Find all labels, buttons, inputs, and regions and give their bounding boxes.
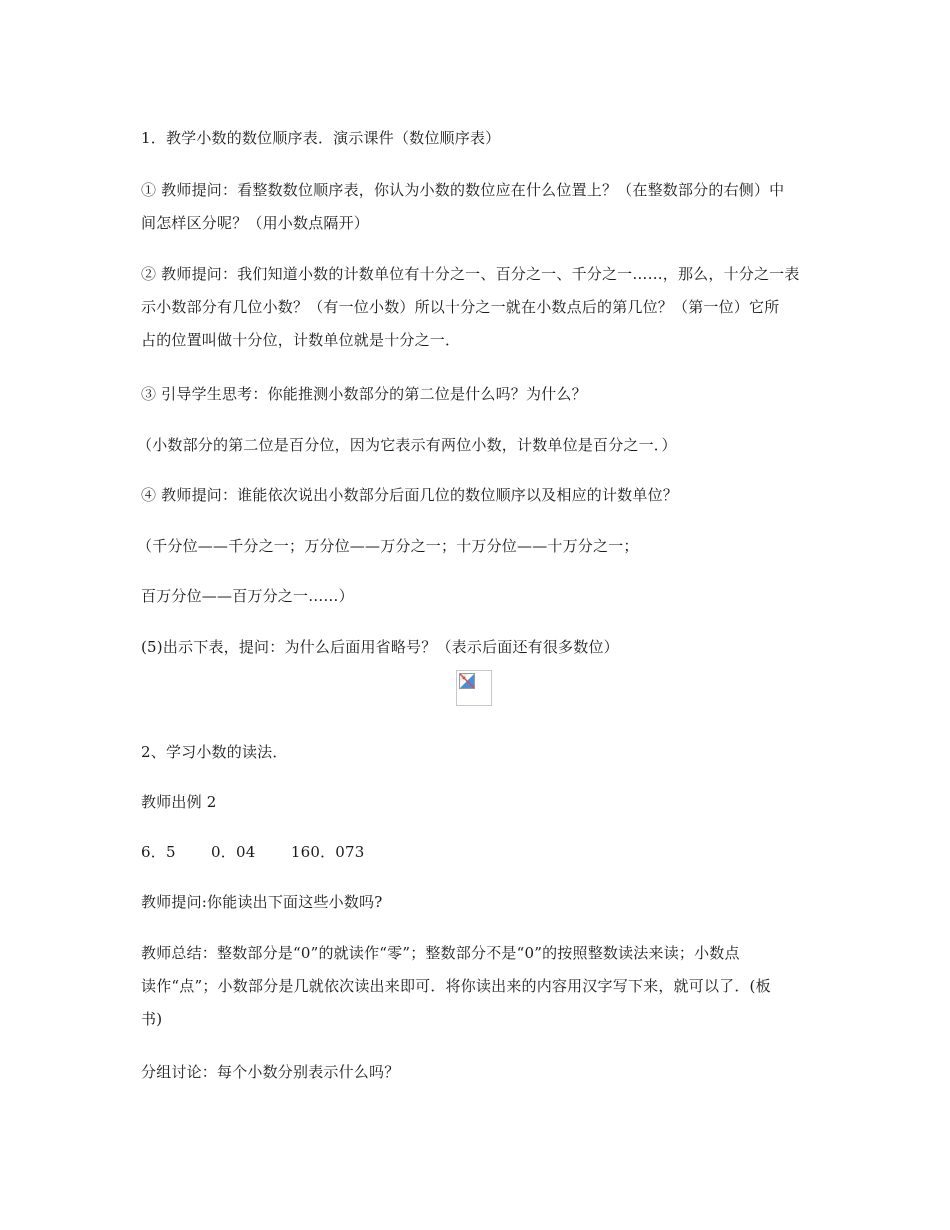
summary-line2: 读作“点”；小数部分是几就依次读出来即可．将你读出来的内容用汉字写下来，就可以了．(板 [141,977,771,995]
section1-heading: 1．教学小数的数位顺序表．演示课件（数位顺序表） [141,129,501,147]
item1-line2: 间怎样区分呢？（用小数点隔开） [141,214,370,232]
item3-paragraph: ③ 引导学生思考：你能推测小数部分的第二位是什么吗？为什么？ [141,385,587,403]
group-discussion: 分组讨论：每个小数分别表示什么吗？ [141,1063,400,1081]
item3-answer: （小数部分的第二位是百分位，因为它表示有两位小数，计数单位是百分之一．） [137,436,677,454]
example-numbers: 6．5 0．04 160．073 [141,843,365,861]
summary-paragraph [141,937,813,1036]
table-image-placeholder [456,670,492,706]
item5-paragraph: (5)出示下表，提问：为什么后面用省略号？（表示后面还有很多数位） [141,638,619,656]
item4-answer-line1: （千分位——千分之一；万分位——万分之一；十万分位——十万分之一； [137,537,639,555]
item2-paragraph [141,258,813,357]
item2-line3: 占的位置叫做十分位，计数单位就是十分之一． [141,331,461,349]
item4-answer-line2: 百万分位——百万分之一……） [141,587,354,605]
example-title: 教师出例 2 [141,793,217,811]
summary-line3: 书) [141,1010,163,1028]
item2-line2: 示小数部分有几位小数？（有一位小数）所以十分之一就在小数点后的第几位？（第一位）它所 [141,298,780,316]
item1-line1: ① 教师提问：看整数数位顺序表，你认为小数的数位应在什么位置上？（在整数部分的右侧）中 [141,181,785,199]
teacher-question: 教师提问:你能读出下面这些小数吗? [141,893,383,911]
item2-line1: ② 教师提问：我们知道小数的计数单位有十分之一、百分之一、千分之一……，那么，十分之一表 [141,265,800,283]
item1-paragraph [141,174,813,240]
section2-heading: 2、学习小数的读法． [141,743,288,761]
item4-paragraph: ④ 教师提问：谁能依次说出小数部分后面几位的数位顺序以及相应的计数单位？ [141,486,678,504]
broken-image-icon [459,673,475,689]
summary-line1: 教师总结：整数部分是“0”的就读作“零”；整数部分不是“0”的按照整数读法来读；小数点 [141,944,740,962]
